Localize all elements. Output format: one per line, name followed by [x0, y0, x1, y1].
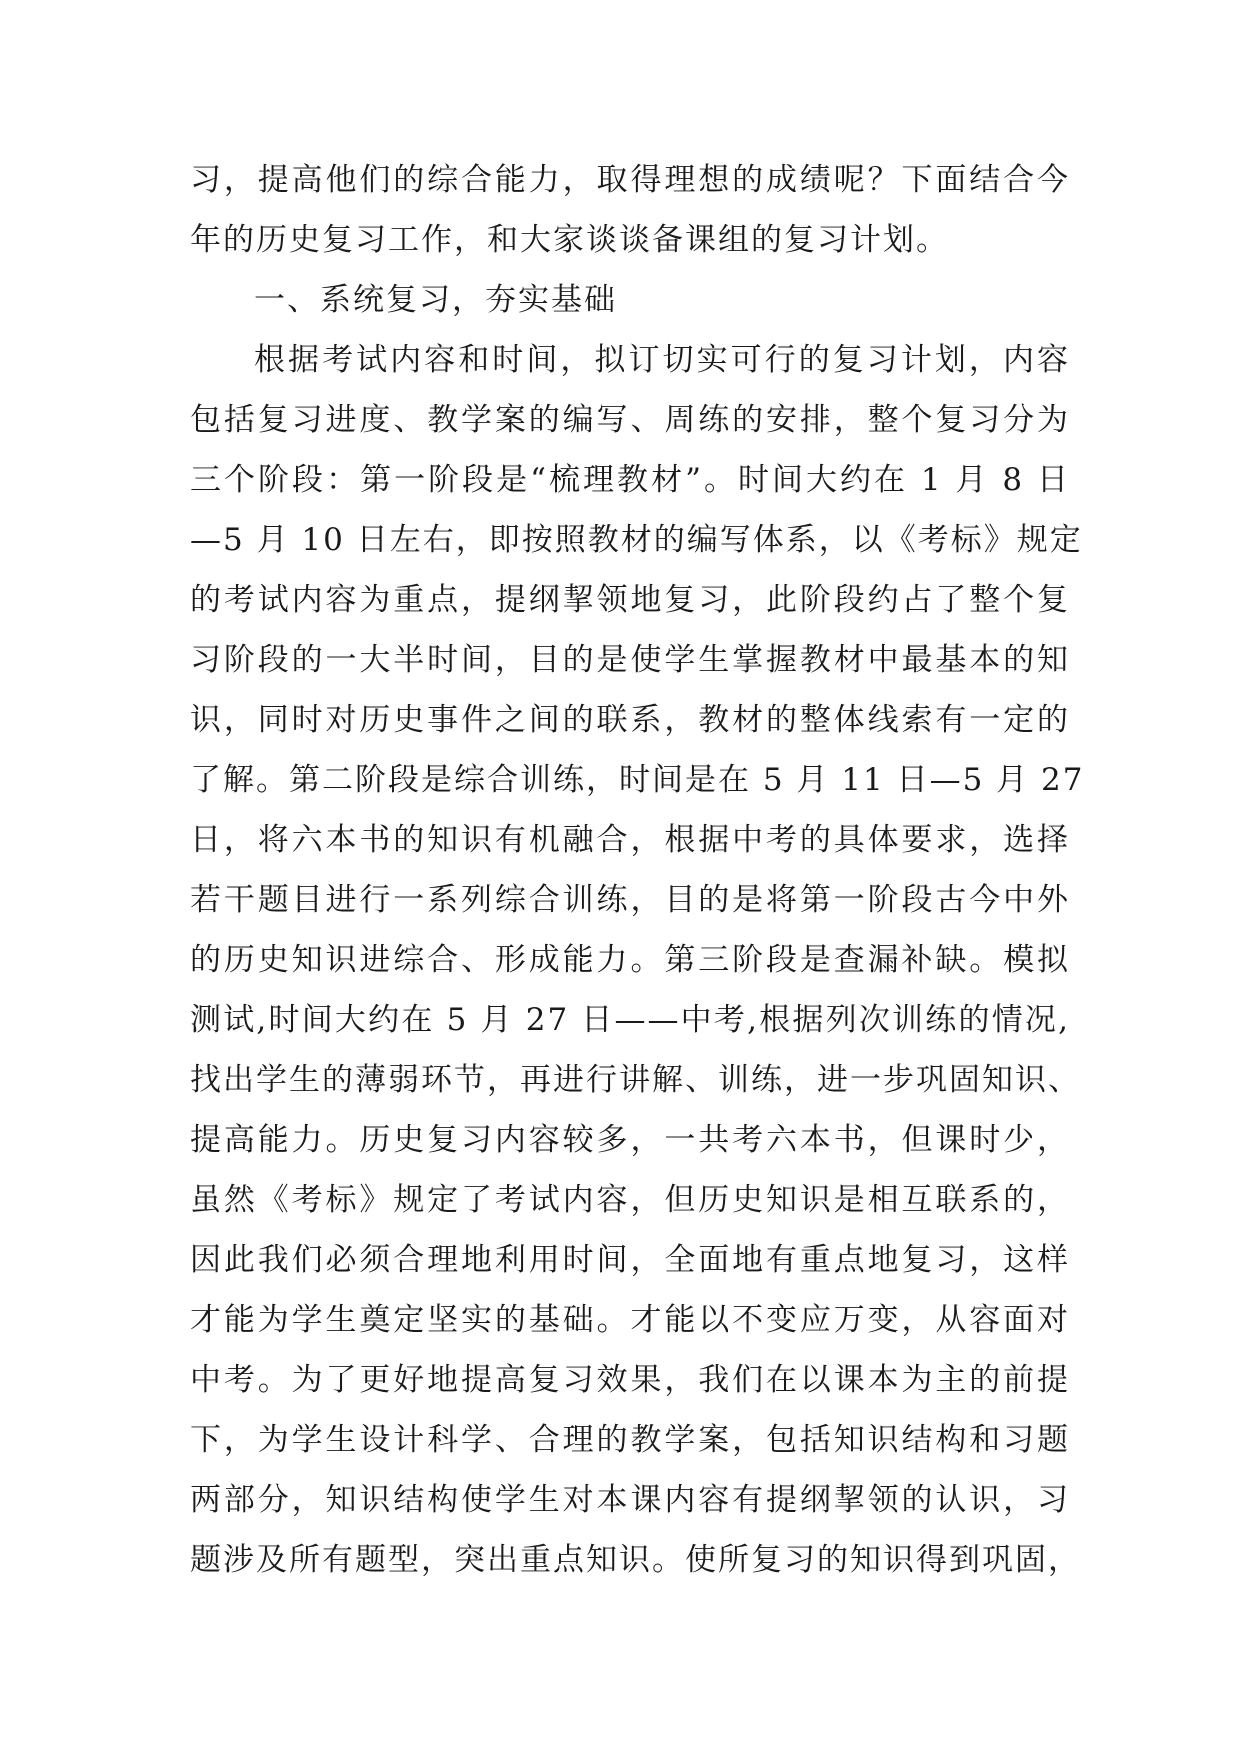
text-line: 的历史知识进综合、形成能力。第三阶段是查漏补缺。模拟 — [190, 942, 1070, 978]
text-line: 找出学生的薄弱环节，再进行讲解、训练，进一步巩固知识、 — [190, 1062, 1081, 1098]
text-line: 包括复习进度、教学案的编写、周练的安排，整个复习分为 — [190, 402, 1070, 438]
text-line: 因此我们必须合理地利用时间，全面地有重点地复习，这样 — [190, 1242, 1070, 1278]
text-line: 下，为学生设计科学、合理的教学案，包括知识结构和习题 — [190, 1422, 1070, 1458]
text-line: 中考。为了更好地提高复习效果，我们在以课本为主的前提 — [190, 1362, 1070, 1398]
text-line: 测试,时间大约在 5 月 27 日——中考,根据列次训练的情况, — [190, 1002, 1070, 1038]
text-line: 若干题目进行一系列综合训练，目的是将第一阶段古今中外 — [190, 882, 1070, 918]
text-line: 习，提高他们的综合能力，取得理想的成绩呢？下面结合今 — [190, 162, 1070, 198]
text-line: 日，将六本书的知识有机融合，根据中考的具体要求，选择 — [190, 822, 1070, 858]
text-line: —5 月 10 日左右，即按照教材的编写体系，以《考标》规定 — [190, 522, 1083, 558]
text-line: 年的历史复习工作，和大家谈谈备课组的复习计划。 — [190, 222, 949, 258]
text-line: 才能为学生奠定坚实的基础。才能以不变应万变，从容面对 — [190, 1302, 1070, 1338]
body-text — [190, 150, 1085, 1590]
text-line: 虽然《考标》规定了考试内容，但历史知识是相互联系的， — [190, 1182, 1070, 1218]
text-line: 一、系统复习，夯实基础 — [254, 282, 617, 318]
text-line: 的考试内容为重点，提纲挈领地复习，此阶段约占了整个复 — [190, 582, 1070, 618]
text-line: 根据考试内容和时间，拟订切实可行的复习计划，内容 — [254, 342, 1070, 378]
text-line: 题涉及所有题型，突出重点知识。使所复习的知识得到巩固， — [190, 1542, 1081, 1578]
text-line: 习阶段的一大半时间，目的是使学生掌握教材中最基本的知 — [190, 642, 1070, 678]
text-line: 提高能力。历史复习内容较多，一共考六本书，但课时少， — [190, 1122, 1070, 1158]
text-line: 了解。第二阶段是综合训练，时间是在 5 月 11 日—5 月 27 — [190, 762, 1085, 798]
text-line: 两部分，知识结构使学生对本课内容有提纲挈领的认识，习 — [190, 1482, 1070, 1518]
text-line: 三个阶段：第一阶段是“梳理教材”。时间大约在 1 月 8 日 — [190, 462, 1070, 498]
text-line: 识，同时对历史事件之间的联系，教材的整体线索有一定的 — [190, 702, 1070, 738]
